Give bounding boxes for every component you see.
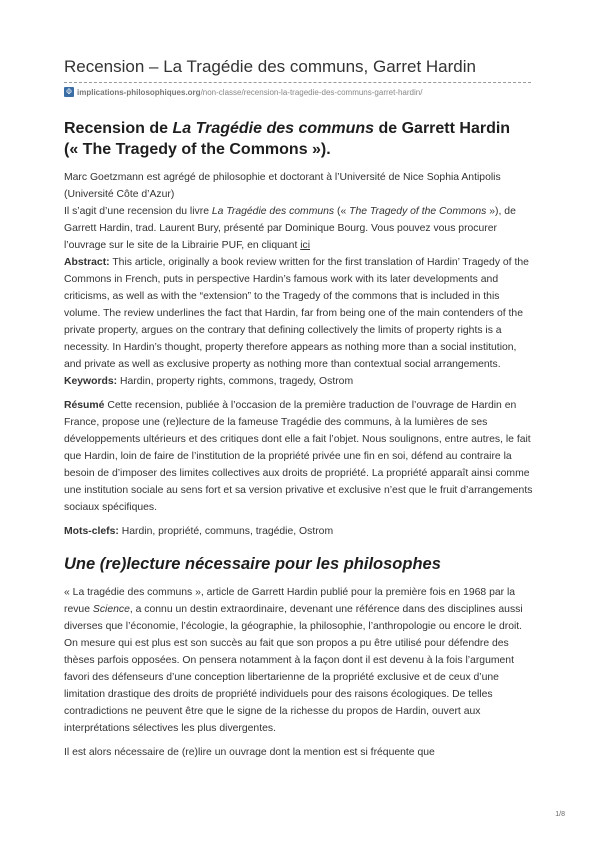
page-number: 1/8 — [555, 811, 565, 818]
section-paragraph-2: Il est alors nécessaire de (re)lire un ouvrage dont la mention est si fréquente que — [64, 747, 435, 758]
resume-label: Résumé — [64, 400, 105, 411]
article-body — [64, 118, 534, 761]
section-paragraph-1 — [64, 584, 534, 737]
title-divider — [64, 82, 531, 83]
abstract-label: Abstract: — [64, 257, 110, 268]
heading-line2: (« The Tragedy of the Commons »). — [64, 141, 331, 158]
section-p1-a: « La tragédie des communs », article de Garrett Hardin publié pour la première fois en 1968 par la revue — [64, 587, 516, 615]
source-url[interactable] — [64, 87, 422, 97]
document-title: Recension – La Tragédie des communs, Garret Hardin — [64, 57, 476, 76]
keywords-paragraph — [64, 373, 534, 390]
heading-prefix: Recension de — [64, 120, 173, 137]
intro-text-3: »), de Garrett Hardin, trad. Laurent Bury, présenté par Dominique Bourg. Vous pouvez vous procurer l’ouvrage sur le site de la Librairie PUF, en cliquant — [64, 206, 516, 251]
intro-text-1: Il s’agit d’une recension du livre — [64, 206, 212, 217]
article-heading — [64, 118, 534, 160]
section-p1-b: , a connu un destin extraordinaire, devenant une référence dans des disciplines aussi diverses que l’économie, l’écologie, la géographie, la philosophie, l’anthropologie ou encore le droit. On mesure qui est plus est son succès au fait que son propos a pu être utilisé pour défendre des thèses parfois opposées. On pensera notamment à la façon dont il est devenu à la fois l’argument favori des défenseurs d’une conception libertarienne de la propriété exclusive et de ceux d’une limitation drastique des droits de propriété individuels pour des raisons écologiques. De telles contradictions ne peuvent être que le signe de la richesse du propos de Hardin, ouvert aux interprétations sélectives les plus divergentes. — [64, 604, 523, 734]
intro-text-2: (« — [334, 206, 350, 217]
heading-book-title: La Tragédie des communs — [172, 120, 375, 137]
intro-book-en: The Tragedy of the Commons — [349, 206, 487, 217]
motscles-label: Mots-clefs: — [64, 526, 119, 537]
resume-paragraph — [64, 397, 534, 516]
motscles-text: Hardin, propriété, communs, tragédie, Ostrom — [118, 526, 334, 537]
section-p1-journal: Science — [92, 604, 130, 615]
keywords-label: Keywords: — [64, 376, 118, 387]
intro-book-fr: La Tragédie des communs — [211, 206, 335, 217]
url-domain[interactable]: implications-philosophiques.org — [77, 87, 201, 97]
motscles-paragraph — [64, 523, 534, 540]
abstract-text: This article, originally a book review written for the first translation of Hardin’ Tragedy of the Commons in French, puts in perspective Hardin’s famous work with its later developments and criticisms, as well as with the “extension” to the Tragedy of the commons that is included in this volume. The review underlines the fact that Hardin, far from being one of the main contenders of the private property, argues on the contrary that defining collectively the limits of property rights is a necessity. In Hardin’s thought, property therefore appears as nothing more than a social institution, and private as well as exclusive property as nothing more than contextual social arrangements. — [64, 257, 529, 370]
url-path[interactable]: /non-classe/recension-la-tragedie-des-communs-garret-hardin/ — [200, 87, 423, 97]
abstract-paragraph — [64, 254, 534, 373]
author-line: Marc Goetzmann est agrégé de philosophie et doctorant à l’Université de Nice Sophia Antipolis (Université Côte d’Azur) — [64, 172, 501, 200]
site-favicon-icon: Φ — [64, 87, 74, 97]
keywords-text: Hardin, property rights, commons, tragedy, Ostrom — [117, 376, 354, 387]
resume-text: Cette recension, publiée à l’occasion de la première traduction de l’ouvrage de Hardin en France, propose une (re)lecture de la fameuse Tragédie des communs, à la lumières de ses développements ultérieurs et des critiques dont elle a fait l’objet. Nous soulignons, entre autres, le fait que Hardin, loin de faire de l’institution de la propriété privée une fin en soi, défend au contraire la besoin de d’imposer des limites collectives aux droits de propriété. La propriété apparaît ainsi comme une institution sociale au sens fort et sa version privative et exclusive n’est que le fruit d’arrangements sociaux spécifiques. — [64, 400, 533, 513]
section-heading: Une (re)lecture nécessaire pour les philosophes — [64, 555, 441, 573]
intro-paragraph — [64, 203, 534, 254]
heading-suffix: de Garrett Hardin — [374, 120, 511, 137]
puf-link[interactable]: ici — [300, 240, 311, 251]
